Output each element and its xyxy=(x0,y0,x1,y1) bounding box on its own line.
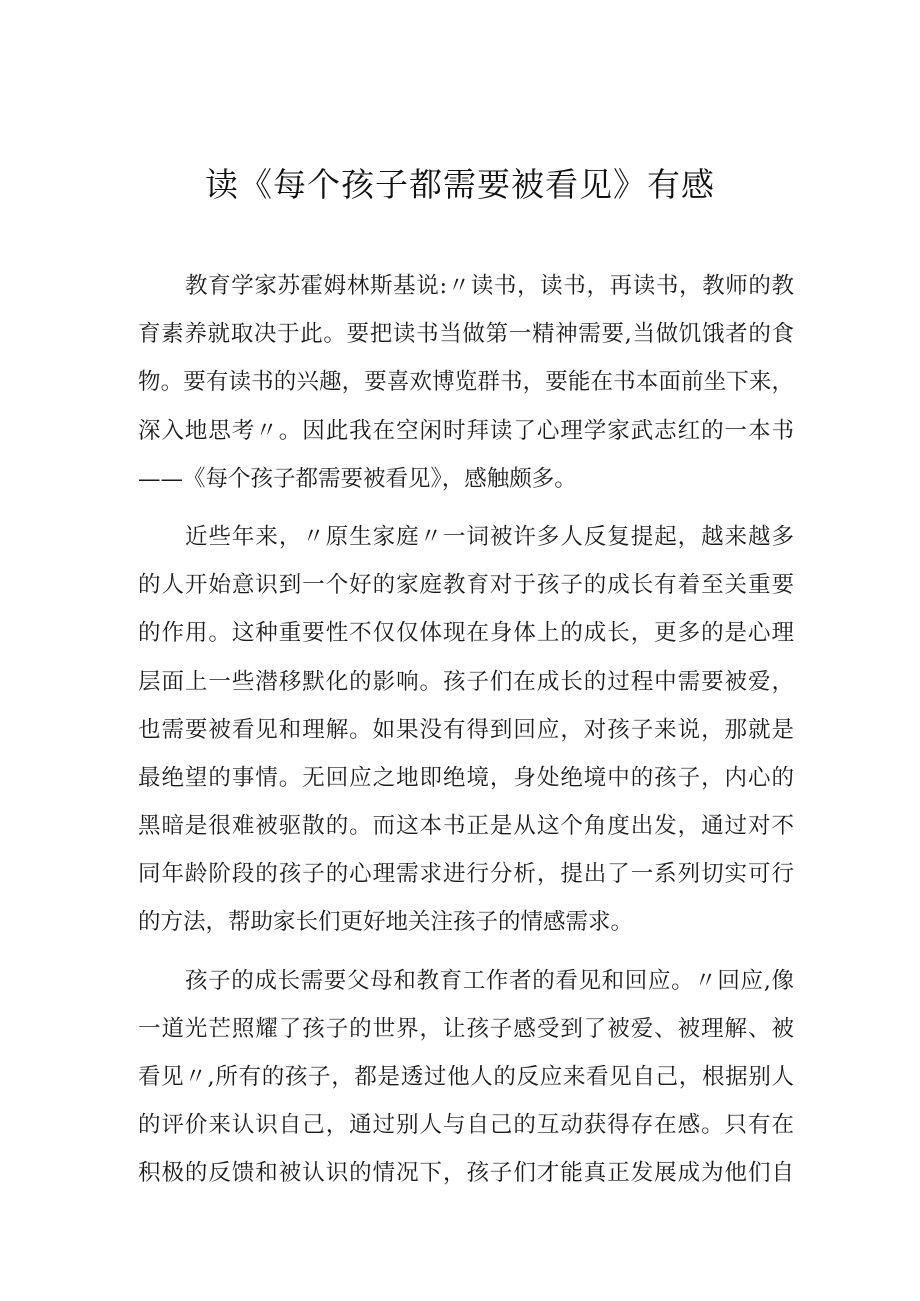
text-line: 最绝望的事情。无回应之地即绝境，身处绝境中的孩子，内心的 xyxy=(138,764,794,791)
text-line: 近些年来，〃原生家庭〃一词被许多人反复提起，越来越多 xyxy=(185,523,794,550)
text-line: 同年龄阶段的孩子的心理需求进行分析，提出了一系列切实可行 xyxy=(138,861,794,888)
paragraph xyxy=(138,262,794,503)
text-line: 一道光芒照耀了孩子的世界，让孩子感受到了被爱、被理解、被 xyxy=(138,1015,794,1042)
text-line: 的评价来认识自己，通过别人与自己的互动获得存在感。只有在 xyxy=(138,1112,794,1139)
text-line: 也需要被看见和理解。如果没有得到回应，对孩子来说，那就是 xyxy=(138,716,794,743)
document-title: 读《每个孩子都需要被看见》有感 xyxy=(205,165,715,204)
paragraph-spacer xyxy=(138,947,794,957)
text-line: 的方法，帮助家长们更好地关注孩子的情感需求。 xyxy=(138,909,634,936)
text-line: 物。要有读书的兴趣，要喜欢博览群书，要能在书本面前坐下来， xyxy=(138,369,794,396)
text-line: 看见〃,所有的孩子，都是透过他人的反应来看见自己，根据别人 xyxy=(138,1064,794,1090)
paragraph-spacer xyxy=(138,503,794,513)
text-line: 黑暗是很难被驱散的。而这本书正是从这个角度出发，通过对不 xyxy=(138,813,794,840)
text-line: 的作用。这种重要性不仅仅体现在身体上的成长，更多的是心理 xyxy=(138,620,794,647)
paragraph xyxy=(138,957,794,1198)
text-line: 孩子的成长需要父母和教育工作者的看见和回应。〃回应,像 xyxy=(185,967,794,994)
text-line: 层面上一些潜移默化的影响。孩子们在成长的过程中需要被爱， xyxy=(138,668,794,695)
text-line: 积极的反馈和被认识的情况下，孩子们才能真正发展成为他们自 xyxy=(138,1160,794,1187)
text-line: 的人开始意识到一个好的家庭教育对于孩子的成长有着至关重要 xyxy=(138,572,794,599)
document-body xyxy=(138,262,794,1198)
paragraph xyxy=(138,513,794,947)
text-line: 深入地思考〃。因此我在空闲时拜读了心理学家武志红的一本书 xyxy=(138,417,794,444)
text-line: 育素养就取决于此。要把读书当做第一精神需要,当做饥饿者的食 xyxy=(138,321,794,348)
text-line: ——《每个孩子都需要被看见》，感触颇多。 xyxy=(138,465,577,492)
text-line: 教育学家苏霍姆林斯基说:〃读书，读书，再读书，教师的教 xyxy=(185,273,794,299)
